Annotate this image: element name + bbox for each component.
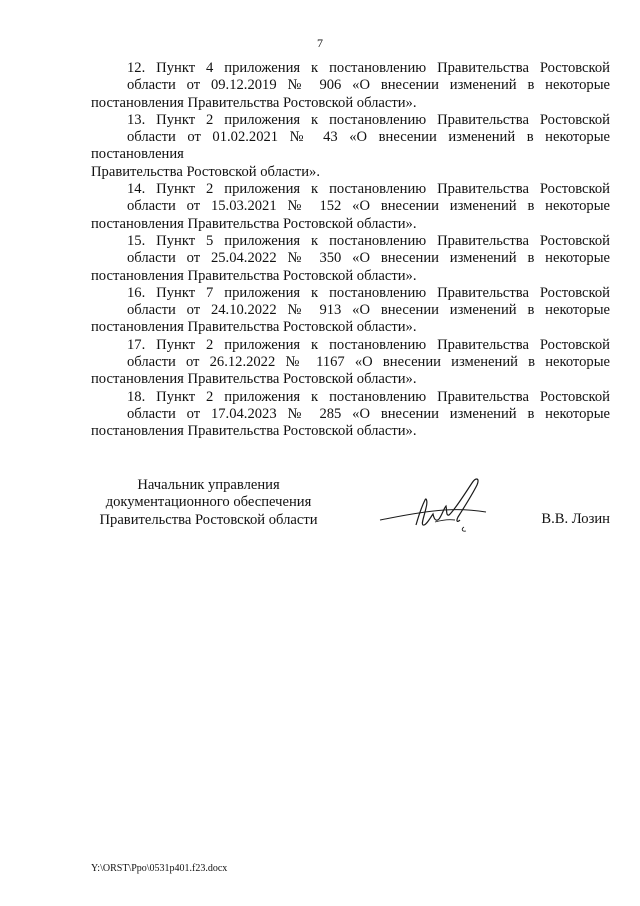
file-path: Y:\ORST\Ppo\0531p401.f23.docx [91, 863, 228, 874]
position-line: Начальник управления [137, 477, 280, 493]
item-line: 16. Пункт 7 приложения к постановлению Правительства Ростовской [127, 284, 610, 301]
list-item [91, 181, 610, 233]
handwritten-signature [378, 470, 490, 546]
position-line: Правительства Ростовской области [99, 511, 318, 528]
item-line: Правительства Ростовской области». [91, 163, 320, 180]
item-line: 18. Пункт 2 приложения к постановлению Правительства Ростовской [127, 388, 610, 405]
item-line: области от 01.02.2021 № 43 «О внесении изменений в некоторые постановления [91, 129, 610, 163]
item-line: области от 25.04.2022 № 350 «О внесении изменений в некоторые [127, 250, 610, 267]
list-item [91, 285, 610, 337]
list-item [91, 389, 610, 441]
signer-name: В.В. Лозин [541, 511, 610, 527]
list-item [91, 112, 610, 181]
item-line: постановления Правительства Ростовской области». [91, 319, 417, 336]
item-line: 14. Пункт 2 приложения к постановлению Правительства Ростовской [127, 181, 610, 198]
item-line: постановления Правительства Ростовской области». [91, 267, 417, 284]
item-line: постановления Правительства Ростовской области». [91, 94, 417, 111]
item-line: 13. Пункт 2 приложения к постановлению Правительства Ростовской [127, 111, 610, 128]
item-line: 12. Пункт 4 приложения к постановлению Правительства Ростовской [127, 60, 610, 76]
item-line: 17. Пункт 2 приложения к постановлению Правительства Ростовской [127, 336, 610, 353]
item-line: области от 17.04.2023 № 285 «О внесении изменений в некоторые [127, 405, 610, 422]
amendments-list [91, 60, 610, 441]
item-line: области от 15.03.2021 № 152 «О внесении изменений в некоторые [127, 198, 610, 215]
position-line: документационного обеспечения [105, 494, 312, 511]
item-line: области от 09.12.2019 № 906 «О внесении изменений в некоторые [127, 77, 610, 94]
list-item [91, 233, 610, 285]
item-line: области от 24.10.2022 № 913 «О внесении изменений в некоторые [127, 302, 610, 319]
item-line: постановления Правительства Ростовской области». [91, 423, 417, 440]
item-line: постановления Правительства Ростовской области». [91, 371, 417, 388]
page-number: 7 [317, 36, 323, 50]
list-item [91, 337, 610, 389]
item-line: 15. Пункт 5 приложения к постановлению Правительства Ростовской [127, 232, 610, 249]
signatory-position [91, 477, 326, 529]
list-item [91, 60, 610, 112]
item-line: области от 26.12.2022 № 1167 «О внесении изменений в некоторые [127, 354, 610, 371]
item-line: постановления Правительства Ростовской области». [91, 215, 417, 232]
